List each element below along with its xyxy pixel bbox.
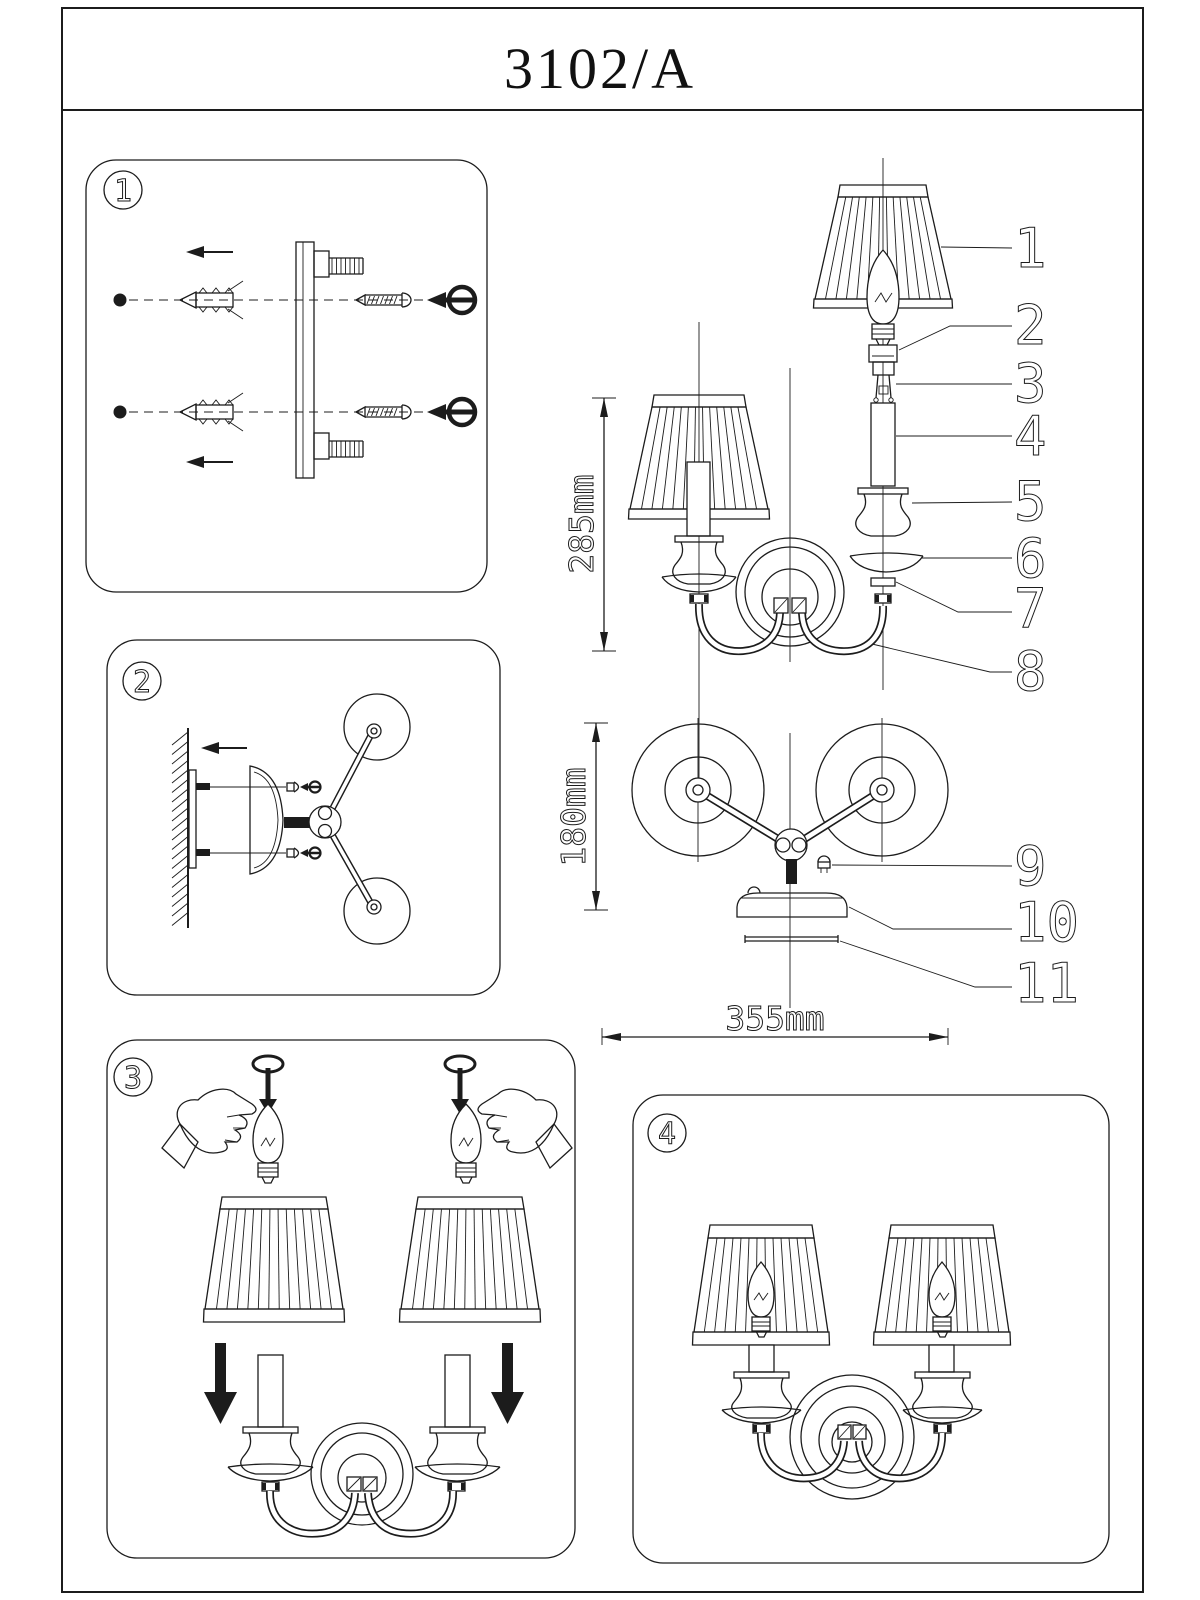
candle-tube: [749, 1345, 774, 1372]
cap-nut-part9: [818, 856, 830, 873]
step2-panel: [107, 640, 500, 995]
sconce-arm: [368, 1491, 453, 1534]
step1-panel: [86, 160, 487, 592]
canopy-side: [250, 766, 283, 874]
candle-tube: [258, 1355, 283, 1427]
part-label-5: 5: [1014, 470, 1047, 533]
threaded-nipple: [284, 817, 312, 828]
turn-clockwise-icon: [427, 399, 477, 425]
model-number-title: 3102/A: [504, 36, 696, 101]
candle-bulb: [748, 1262, 774, 1337]
dimension-depth-label: 180mm: [554, 767, 593, 867]
step1-drawing: [114, 242, 478, 478]
socket-internals-part3: [873, 362, 894, 402]
part-label-8: 8: [1014, 640, 1047, 703]
candle-tube: [445, 1355, 470, 1427]
step2-number: 2: [132, 665, 152, 700]
part-label-2: 2: [1014, 294, 1047, 357]
part-leaders: [832, 865, 1012, 987]
part-label-1: 1: [1014, 217, 1047, 280]
screw-in-icon: [253, 1056, 475, 1114]
step4-drawing: [693, 1225, 1011, 1499]
turn-clockwise-icon: [427, 287, 477, 313]
candle-tube: [929, 1345, 954, 1372]
candle-bulb: [929, 1262, 955, 1337]
part-label-4: 4: [1014, 405, 1047, 468]
part-label-10: 10: [1014, 891, 1080, 954]
lamp-shade: [400, 1197, 541, 1322]
lamp-shade: [204, 1197, 345, 1322]
candle-tube: [687, 462, 710, 536]
part-label-7: 7: [1014, 577, 1047, 640]
mounting-bar-part11: [745, 935, 838, 943]
step3-panel: [107, 1040, 575, 1558]
sconce-body: [722, 1345, 982, 1499]
socket-cup-part2: [869, 345, 897, 362]
arrow-left-icon: [186, 246, 233, 468]
step1-number: 1: [113, 174, 133, 209]
arm-hub: [309, 806, 341, 838]
step4-panel: [633, 1095, 1109, 1563]
step4-number: 4: [657, 1117, 677, 1152]
arrow-left-icon: [201, 742, 247, 754]
hand-right: [478, 1089, 572, 1168]
drill-hole-bottom: [114, 406, 127, 419]
arrow-down-icon: [204, 1343, 524, 1424]
dimension-height: [562, 398, 616, 651]
mounting-plate-side: [189, 770, 286, 868]
ring-part7: [871, 578, 895, 586]
step3-number: 3: [123, 1061, 143, 1096]
step2-drawing: [172, 694, 410, 944]
candle-tube-part4: [871, 403, 895, 486]
drill-hole-top: [114, 294, 127, 307]
wall-section: [172, 728, 188, 928]
front-exploded-view: [629, 158, 1047, 800]
canopy-part10: [737, 887, 847, 917]
part-label-11: 11: [1014, 952, 1080, 1015]
arm-hub: [775, 829, 807, 861]
candle-bulb: [867, 250, 899, 324]
dimension-width-label: 355mm: [725, 999, 825, 1038]
part-label-6: 6: [1014, 527, 1047, 590]
drip-pan-part6: [850, 553, 923, 572]
candle-bulb: [451, 1104, 481, 1183]
dimension-width: [602, 999, 948, 1045]
candle-bulb: [253, 1104, 283, 1183]
hand-left: [162, 1089, 256, 1168]
part-label-3: 3: [1014, 352, 1047, 415]
dimension-depth: [554, 723, 608, 910]
dimension-height-label: 285mm: [562, 474, 601, 574]
sconce-arm: [270, 1491, 355, 1534]
mounting-plate: [296, 242, 363, 478]
part-label-9: 9: [1014, 835, 1047, 898]
sconce-body: [228, 1355, 500, 1534]
step3-drawing: [162, 1056, 572, 1534]
threaded-nipple: [786, 859, 797, 884]
